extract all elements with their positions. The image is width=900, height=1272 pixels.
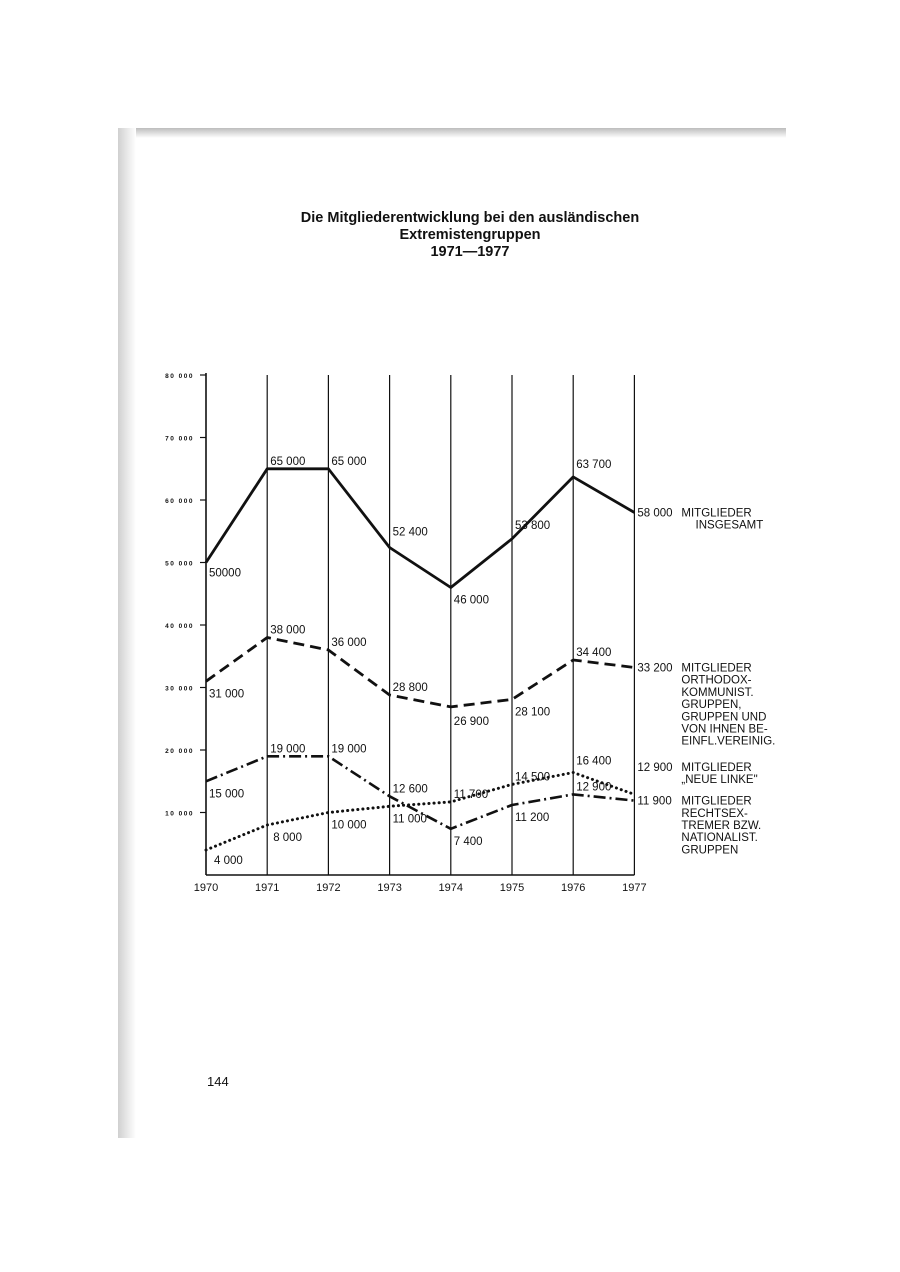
x-tick-label: 1973: [377, 882, 402, 894]
point-label: 7 400: [453, 835, 483, 848]
point-label: 11 000: [392, 813, 427, 826]
point-label: 15 000: [209, 788, 245, 801]
x-tick-label: 1970: [193, 882, 219, 894]
end-value-label: 33 200: [637, 662, 673, 675]
end-series-label: KOMMUNIST.: [681, 686, 754, 699]
point-label: 53 800: [515, 519, 551, 532]
point-label: 14 500: [515, 771, 551, 784]
x-tick-label: 1974: [438, 882, 464, 894]
end-series-label: GRUPPEN,: [681, 699, 742, 712]
title-line: Extremistengruppen: [399, 227, 541, 243]
end-series-label: GRUPPEN: [681, 844, 739, 857]
y-tick-label: 70 000: [165, 435, 194, 443]
point-label: 28 800: [392, 682, 428, 694]
x-tick-label: 1975: [499, 882, 525, 894]
point-label: 65 000: [331, 455, 367, 468]
point-label: 11 200: [515, 812, 550, 824]
x-tick-label: 1976: [560, 882, 586, 894]
end-series-label: INSGESAMT: [695, 519, 764, 532]
point-label: 65 000: [270, 455, 306, 468]
point-label: 50000: [209, 567, 241, 580]
series-line-orthodox: [206, 638, 634, 707]
end-series-label: MITGLIEDER: [681, 662, 752, 675]
end-value-label: 11 900: [637, 795, 672, 808]
end-value-label: 12 900: [637, 762, 673, 774]
y-tick-label: 20 000: [165, 748, 194, 755]
x-tick-label: 1977: [622, 882, 647, 894]
end-series-label: TREMER BZW.: [681, 820, 762, 833]
point-label: 46 000: [453, 594, 489, 607]
y-tick-label: 10 000: [165, 810, 194, 818]
end-series-label: VON IHNEN BE-: [681, 723, 768, 736]
point-label: 28 100: [515, 706, 551, 719]
end-series-label: „NEUE LINKE": [681, 774, 758, 787]
y-tick-label: 60 000: [165, 498, 194, 505]
y-tick-label: 40 000: [165, 623, 194, 630]
point-label: 36 000: [331, 637, 367, 649]
end-series-label: RECHTSEX-: [681, 807, 748, 820]
end-series-label: MITGLIEDER: [681, 795, 752, 808]
point-label: 52 400: [392, 526, 428, 539]
point-label: 34 400: [576, 647, 612, 659]
end-series-label: MITGLIEDER: [681, 507, 752, 520]
point-label: 4 000: [214, 855, 243, 867]
point-label: 12 600: [392, 783, 428, 796]
end-series-label: EINFL.VEREINIG.: [681, 735, 776, 748]
x-tick-label: 1971: [254, 882, 280, 894]
end-series-label: NATIONALIST.: [681, 832, 758, 845]
point-label: 16 400: [576, 755, 612, 768]
end-series-label: MITGLIEDER: [681, 762, 752, 774]
end-series-label: ORTHODOX-: [681, 674, 752, 687]
y-tick-label: 50 000: [165, 560, 194, 568]
point-label: 8 000: [273, 832, 302, 844]
point-label: 19 000: [270, 743, 306, 756]
y-tick-label: 30 000: [165, 685, 194, 693]
title-line: Die Mitgliederentwicklung bei den ausländischen: [300, 210, 640, 226]
point-label: 12 900: [576, 781, 612, 794]
point-label: 26 900: [453, 715, 489, 728]
point-label: 19 000: [331, 743, 367, 756]
point-label: 10 000: [331, 819, 367, 832]
end-value-label: 58 000: [637, 507, 673, 520]
point-label: 63 700: [576, 458, 612, 471]
point-label: 31 000: [209, 688, 245, 701]
x-tick-label: 1972: [316, 882, 341, 894]
point-label: 38 000: [270, 624, 306, 637]
title-line: 1971—1977: [430, 244, 510, 260]
end-series-label: GRUPPEN UND: [681, 711, 767, 724]
y-tick-label: 80 000: [165, 373, 194, 380]
page-number: 144: [207, 1074, 229, 1089]
point-label: 11 700: [453, 788, 489, 801]
